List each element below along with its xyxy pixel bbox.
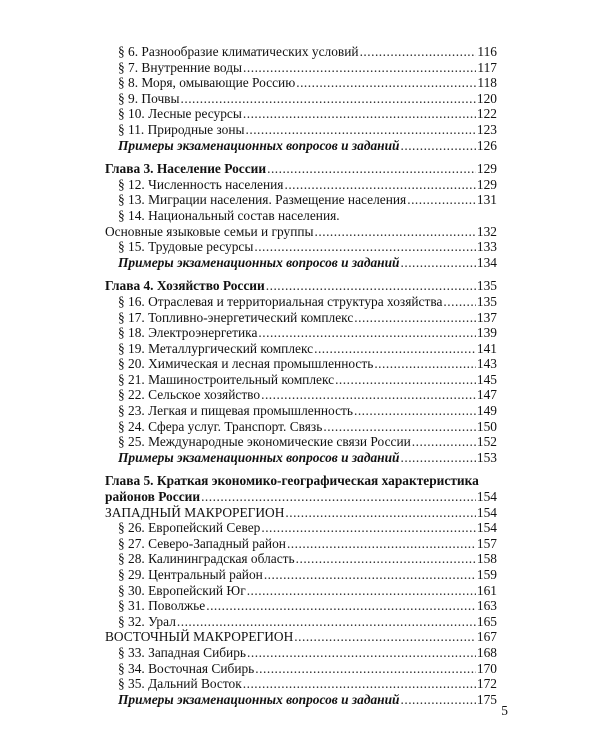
toc-entry-title: § 33. Западная Сибирь: [118, 644, 247, 660]
toc-entry-title: § 25. Международные экономические связи России: [118, 434, 411, 450]
toc-entry-page: 167: [476, 629, 497, 645]
toc-entry-page: 150: [476, 418, 497, 434]
toc-entry[interactable]: [118, 567, 497, 583]
dot-leader: [247, 583, 476, 599]
toc-entry[interactable]: [118, 91, 497, 107]
toc-entry[interactable]: [118, 44, 497, 60]
dot-leader: [296, 75, 476, 91]
toc-entry-title: ЗАПАДНЫЙ МАКРОРЕГИОН: [105, 504, 285, 520]
toc-entry-page: 137: [476, 309, 497, 325]
toc-entry-title: § 27. Северо-Западный район: [118, 535, 286, 551]
dot-leader: [246, 122, 476, 138]
toc-entry[interactable]: [118, 614, 497, 630]
toc-entry-title: § 9. Почвы: [118, 90, 180, 106]
dot-leader: [401, 138, 476, 154]
toc-exam-entry[interactable]: [118, 138, 497, 154]
toc-entry-page: 133: [476, 239, 497, 255]
toc-entry-title: § 12. Численность населения: [118, 176, 284, 192]
toc-entry-page: 170: [476, 660, 497, 676]
dot-leader: [407, 192, 476, 208]
toc-entry-title: § 6. Разнообразие климатических условий: [118, 44, 359, 59]
dot-leader: [181, 91, 476, 107]
toc-entry-page: 152: [476, 434, 497, 450]
section-gap: [0, 465, 600, 473]
toc-entry-title: Примеры экзаменационных вопросов и заданий: [118, 254, 400, 270]
toc-region-entry[interactable]: [105, 505, 497, 521]
toc-entry-page: 147: [476, 387, 497, 403]
dot-leader: [374, 356, 476, 372]
toc-entry[interactable]: [118, 645, 497, 661]
toc-entry[interactable]: [118, 75, 497, 91]
toc-entry-title: § 26. Европейский Север: [118, 520, 261, 536]
toc-entry-title: § 24. Сфера услуг. Транспорт. Связь: [118, 418, 323, 434]
toc-entry-title: Глава 5. Краткая экономико-географическая характеристика: [105, 473, 479, 489]
toc-entry-page: 154: [476, 520, 497, 536]
toc-entry-title: § 31. Поволжье: [118, 598, 206, 614]
toc-entry[interactable]: [118, 177, 497, 193]
toc-chapter-entry-continuation[interactable]: [105, 489, 497, 505]
toc-entry-page: 168: [476, 644, 497, 660]
toc-entry-page: 157: [476, 535, 497, 551]
dot-leader: [354, 310, 476, 326]
toc-entry-page: 153: [476, 449, 497, 465]
dot-leader: [243, 106, 476, 122]
dot-leader: [412, 434, 476, 450]
toc-entry[interactable]: [118, 372, 497, 388]
toc-entry-page: 122: [476, 106, 497, 122]
dot-leader: [201, 489, 476, 505]
dot-leader: [206, 598, 476, 614]
toc-entry-title: Глава 3. Население России: [105, 161, 267, 177]
toc-entry[interactable]: [118, 676, 497, 692]
toc-entry-title: § 35. Дальний Восток: [118, 676, 242, 692]
toc-entry-title: § 10. Лесные ресурсы: [118, 106, 242, 122]
toc-entry-title: § 34. Восточная Сибирь: [118, 660, 255, 676]
toc-exam-entry[interactable]: [118, 255, 497, 271]
section-gap: [0, 153, 600, 161]
toc-entry-title: § 11. Природные зоны: [118, 121, 245, 137]
toc-entry-page: 132: [476, 223, 497, 239]
dot-leader: [296, 551, 476, 567]
dot-leader: [443, 294, 475, 310]
toc-entry[interactable]: [118, 294, 497, 310]
page-number: 5: [501, 703, 508, 718]
dot-leader: [314, 341, 476, 357]
dot-leader: [401, 692, 476, 708]
dot-leader: [255, 661, 476, 677]
toc-entry-title: Основные языковые семьи и группы: [105, 223, 314, 239]
toc-entry[interactable]: [118, 520, 497, 536]
toc-entry-title: § 30. Европейский Юг: [118, 582, 246, 598]
dot-leader: [247, 645, 476, 661]
toc-entry[interactable]: [118, 60, 497, 76]
toc-entry-page: 165: [476, 613, 497, 629]
section-gap: [0, 270, 600, 278]
table-of-contents: [0, 44, 600, 707]
toc-entry[interactable]: [118, 403, 497, 419]
dot-leader: [287, 536, 476, 552]
toc-entry-title: ВОСТОЧНЫЙ МАКРОРЕГИОН: [105, 629, 294, 645]
toc-entry[interactable]: [118, 536, 497, 552]
toc-entry-title: § 8. Моря, омывающие Россию: [118, 75, 296, 91]
dot-leader: [285, 505, 476, 521]
toc-entry[interactable]: [118, 122, 497, 138]
toc-entry-page: 134: [476, 254, 497, 270]
toc-chapter-entry[interactable]: [105, 473, 497, 489]
toc-chapter-entry[interactable]: [105, 278, 497, 294]
toc-entry-title: § 20. Химическая и лесная промышленность: [118, 356, 374, 372]
toc-entry-page: 129: [476, 161, 497, 177]
toc-entry-page: 131: [476, 192, 497, 208]
toc-entry[interactable]: [118, 387, 497, 403]
toc-entry-title: § 17. Топливно-энергетический комплекс: [118, 309, 354, 325]
toc-entry-title: § 13. Миграции населения. Размещение населения: [118, 192, 407, 208]
dot-leader: [243, 60, 476, 76]
toc-entry-page: 145: [476, 371, 497, 387]
toc-entry[interactable]: [118, 434, 497, 450]
toc-entry-page: 172: [476, 676, 497, 692]
toc-entry-title: § 19. Металлургический комплекс: [118, 340, 314, 356]
toc-entry[interactable]: [118, 598, 497, 614]
toc-exam-entry[interactable]: [118, 692, 497, 708]
dot-leader: [267, 161, 476, 177]
toc-entry-page: 139: [476, 325, 497, 341]
toc-entry[interactable]: [118, 583, 497, 599]
dot-leader: [177, 614, 476, 630]
dot-leader: [360, 44, 477, 60]
toc-entry-page: 143: [476, 356, 497, 372]
toc-entry-page: 129: [476, 176, 497, 192]
toc-entry-title: § 28. Калининградская область: [118, 551, 295, 567]
toc-entry-title: Примеры экзаменационных вопросов и заданий: [118, 691, 400, 707]
dot-leader: [401, 450, 476, 466]
toc-entry-title: Глава 4. Хозяйство России: [105, 278, 265, 294]
toc-entry-page: 161: [476, 582, 497, 598]
dot-leader: [354, 403, 476, 419]
toc-entry-title: § 14. Национальный состав населения.: [118, 207, 340, 223]
dot-leader: [266, 278, 476, 294]
toc-entry-title: § 23. Легкая и пищевая промышленность: [118, 403, 353, 419]
dot-leader: [323, 419, 476, 435]
toc-entry-title: § 29. Центральный район: [118, 567, 263, 582]
toc-entry-title: Примеры экзаменационных вопросов и заданий: [118, 449, 400, 465]
dot-leader: [258, 325, 476, 341]
toc-entry-title: § 18. Электроэнергетика: [118, 325, 258, 341]
dot-leader: [261, 387, 476, 403]
toc-exam-entry[interactable]: [118, 450, 497, 466]
toc-entry[interactable]: [118, 356, 497, 372]
dot-leader: [335, 372, 476, 388]
toc-entry[interactable]: [118, 551, 497, 567]
toc-entry-page: 123: [476, 121, 497, 137]
toc-entry-title: § 32. Урал: [118, 613, 176, 629]
toc-entry-page: 175: [476, 691, 497, 707]
toc-entry-page: 163: [476, 598, 497, 614]
toc-entry-page: 159: [476, 567, 497, 582]
toc-entry[interactable]: [118, 419, 497, 435]
toc-entry-page: 154: [476, 489, 497, 505]
dot-leader: [254, 239, 476, 255]
toc-entry-page: 135: [476, 278, 497, 294]
toc-entry-page: 158: [476, 551, 497, 567]
toc-entry-continuation[interactable]: [105, 224, 497, 240]
toc-entry-title: § 21. Машиностроительный комплекс: [118, 371, 335, 387]
toc-entry-page: 135: [476, 293, 497, 309]
toc-entry[interactable]: [118, 106, 497, 122]
dot-leader: [284, 177, 475, 193]
dot-leader: [243, 676, 476, 692]
toc-entry[interactable]: [118, 341, 497, 357]
toc-entry-page: 141: [476, 340, 497, 356]
toc-entry-title: Примеры экзаменационных вопросов и заданий: [118, 137, 400, 153]
dot-leader: [401, 255, 476, 271]
toc-chapter-entry[interactable]: [105, 161, 497, 177]
toc-entry[interactable]: [118, 239, 497, 255]
toc-entry[interactable]: [118, 192, 497, 208]
toc-entry-page: 149: [476, 403, 497, 419]
toc-entry-title: § 22. Сельское хозяйство: [118, 387, 261, 403]
dot-leader: [261, 520, 476, 536]
toc-entry-title: § 15. Трудовые ресурсы: [118, 239, 254, 255]
toc-entry-page: 154: [476, 504, 497, 520]
dot-leader: [264, 567, 476, 583]
toc-entry-page: 120: [476, 90, 497, 106]
toc-entry[interactable]: [118, 208, 497, 224]
toc-region-entry[interactable]: [105, 629, 497, 645]
dot-leader: [315, 224, 476, 240]
toc-entry-page: 117: [477, 59, 497, 75]
toc-entry[interactable]: [118, 310, 497, 326]
toc-entry-title: районов России: [105, 489, 201, 505]
toc-entry[interactable]: [118, 325, 497, 341]
toc-entry-title: § 7. Внутренние воды: [118, 59, 243, 75]
toc-entry-page: 126: [476, 137, 497, 153]
toc-entry[interactable]: [118, 661, 497, 677]
toc-entry-title: § 16. Отраслевая и территориальная структура хозяйства: [118, 293, 443, 309]
toc-entry-page: 116: [477, 44, 497, 59]
toc-entry-page: 118: [477, 75, 497, 91]
dot-leader: [294, 629, 476, 645]
